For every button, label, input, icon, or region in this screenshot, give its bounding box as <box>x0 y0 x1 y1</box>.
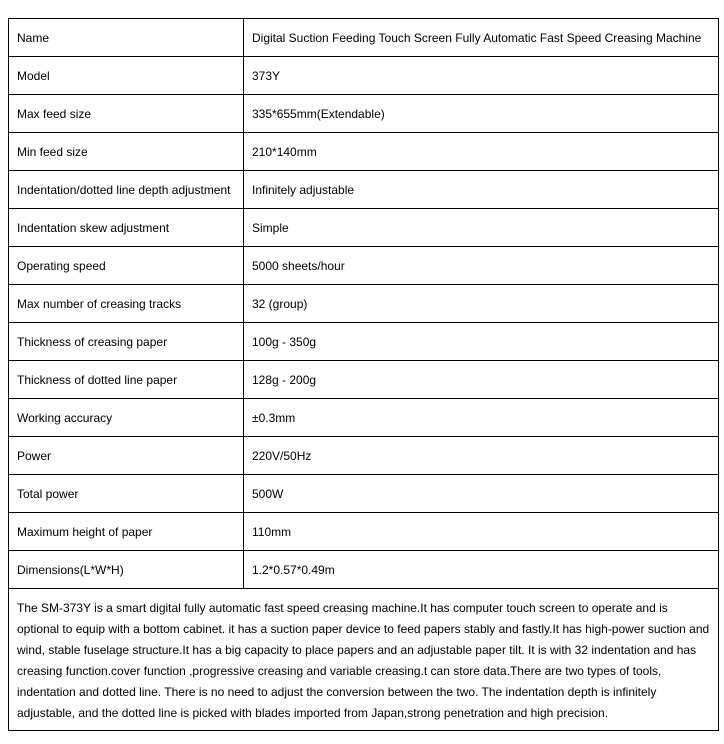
spec-value-depth-adjustment: Infinitely adjustable <box>244 171 719 209</box>
spec-value-paper-height: 110mm <box>244 513 719 551</box>
spec-value-dotted-line-paper: 128g - 200g <box>244 361 719 399</box>
table-row <box>9 171 719 209</box>
spec-label-power: Power <box>9 437 244 475</box>
spec-label-dotted-line-paper: Thickness of dotted line paper <box>9 361 244 399</box>
table-row <box>9 247 719 285</box>
table-row <box>9 437 719 475</box>
spec-table-body <box>9 19 719 731</box>
spec-value-creasing-tracks: 32 (group) <box>244 285 719 323</box>
table-row <box>9 475 719 513</box>
table-row <box>9 209 719 247</box>
table-row <box>9 361 719 399</box>
spec-table <box>8 18 719 731</box>
table-row <box>9 513 719 551</box>
spec-label-max-feed-size: Max feed size <box>9 95 244 133</box>
spec-label-working-accuracy: Working accuracy <box>9 399 244 437</box>
spec-label-total-power: Total power <box>9 475 244 513</box>
spec-value-min-feed-size: 210*140mm <box>244 133 719 171</box>
table-row <box>9 551 719 589</box>
table-row <box>9 399 719 437</box>
table-row <box>9 285 719 323</box>
spec-value-working-accuracy: ±0.3mm <box>244 399 719 437</box>
table-row <box>9 57 719 95</box>
product-description: The SM-373Y is a smart digital fully automatic fast speed creasing machine.It has computer touch screen to operate and is optional to equip with a bottom cabinet. it has a suction paper device to feed papers stably and fastly.It has high-power suction and wind, stable fuselage structure.It has a big capacity to place papers and an adjustable paper tilt. It is with 32 indentation and has creasing function.cover function ,progressive creasing and variable creasing.t can store data.There are two types of tools, indentation and dotted line. There is no need to adjust the conversion between the two. The indentation depth is infinitely adjustable, and the dotted line is picked with blades imported from Japan,strong penetration and high precision. <box>9 589 719 731</box>
spec-label-min-feed-size: Min feed size <box>9 133 244 171</box>
spec-value-operating-speed: 5000 sheets/hour <box>244 247 719 285</box>
spec-value-creasing-paper: 100g - 350g <box>244 323 719 361</box>
spec-label-depth-adjustment: Indentation/dotted line depth adjustment <box>9 171 244 209</box>
table-row <box>9 19 719 57</box>
spec-label-creasing-tracks: Max number of creasing tracks <box>9 285 244 323</box>
table-row <box>9 133 719 171</box>
spec-label-dimensions: Dimensions(L*W*H) <box>9 551 244 589</box>
spec-label-name: Name <box>9 19 244 57</box>
spec-value-max-feed-size: 335*655mm(Extendable) <box>244 95 719 133</box>
spec-value-skew-adjustment: Simple <box>244 209 719 247</box>
spec-label-paper-height: Maximum height of paper <box>9 513 244 551</box>
spec-value-name: Digital Suction Feeding Touch Screen Fully Automatic Fast Speed Creasing Machine <box>244 19 719 57</box>
spec-label-operating-speed: Operating speed <box>9 247 244 285</box>
spec-value-dimensions: 1.2*0.57*0.49m <box>244 551 719 589</box>
spec-value-total-power: 500W <box>244 475 719 513</box>
table-row <box>9 95 719 133</box>
description-row <box>9 589 719 731</box>
table-row <box>9 323 719 361</box>
spec-label-creasing-paper: Thickness of creasing paper <box>9 323 244 361</box>
spec-label-skew-adjustment: Indentation skew adjustment <box>9 209 244 247</box>
spec-value-model: 373Y <box>244 57 719 95</box>
spec-label-model: Model <box>9 57 244 95</box>
spec-value-power: 220V/50Hz <box>244 437 719 475</box>
